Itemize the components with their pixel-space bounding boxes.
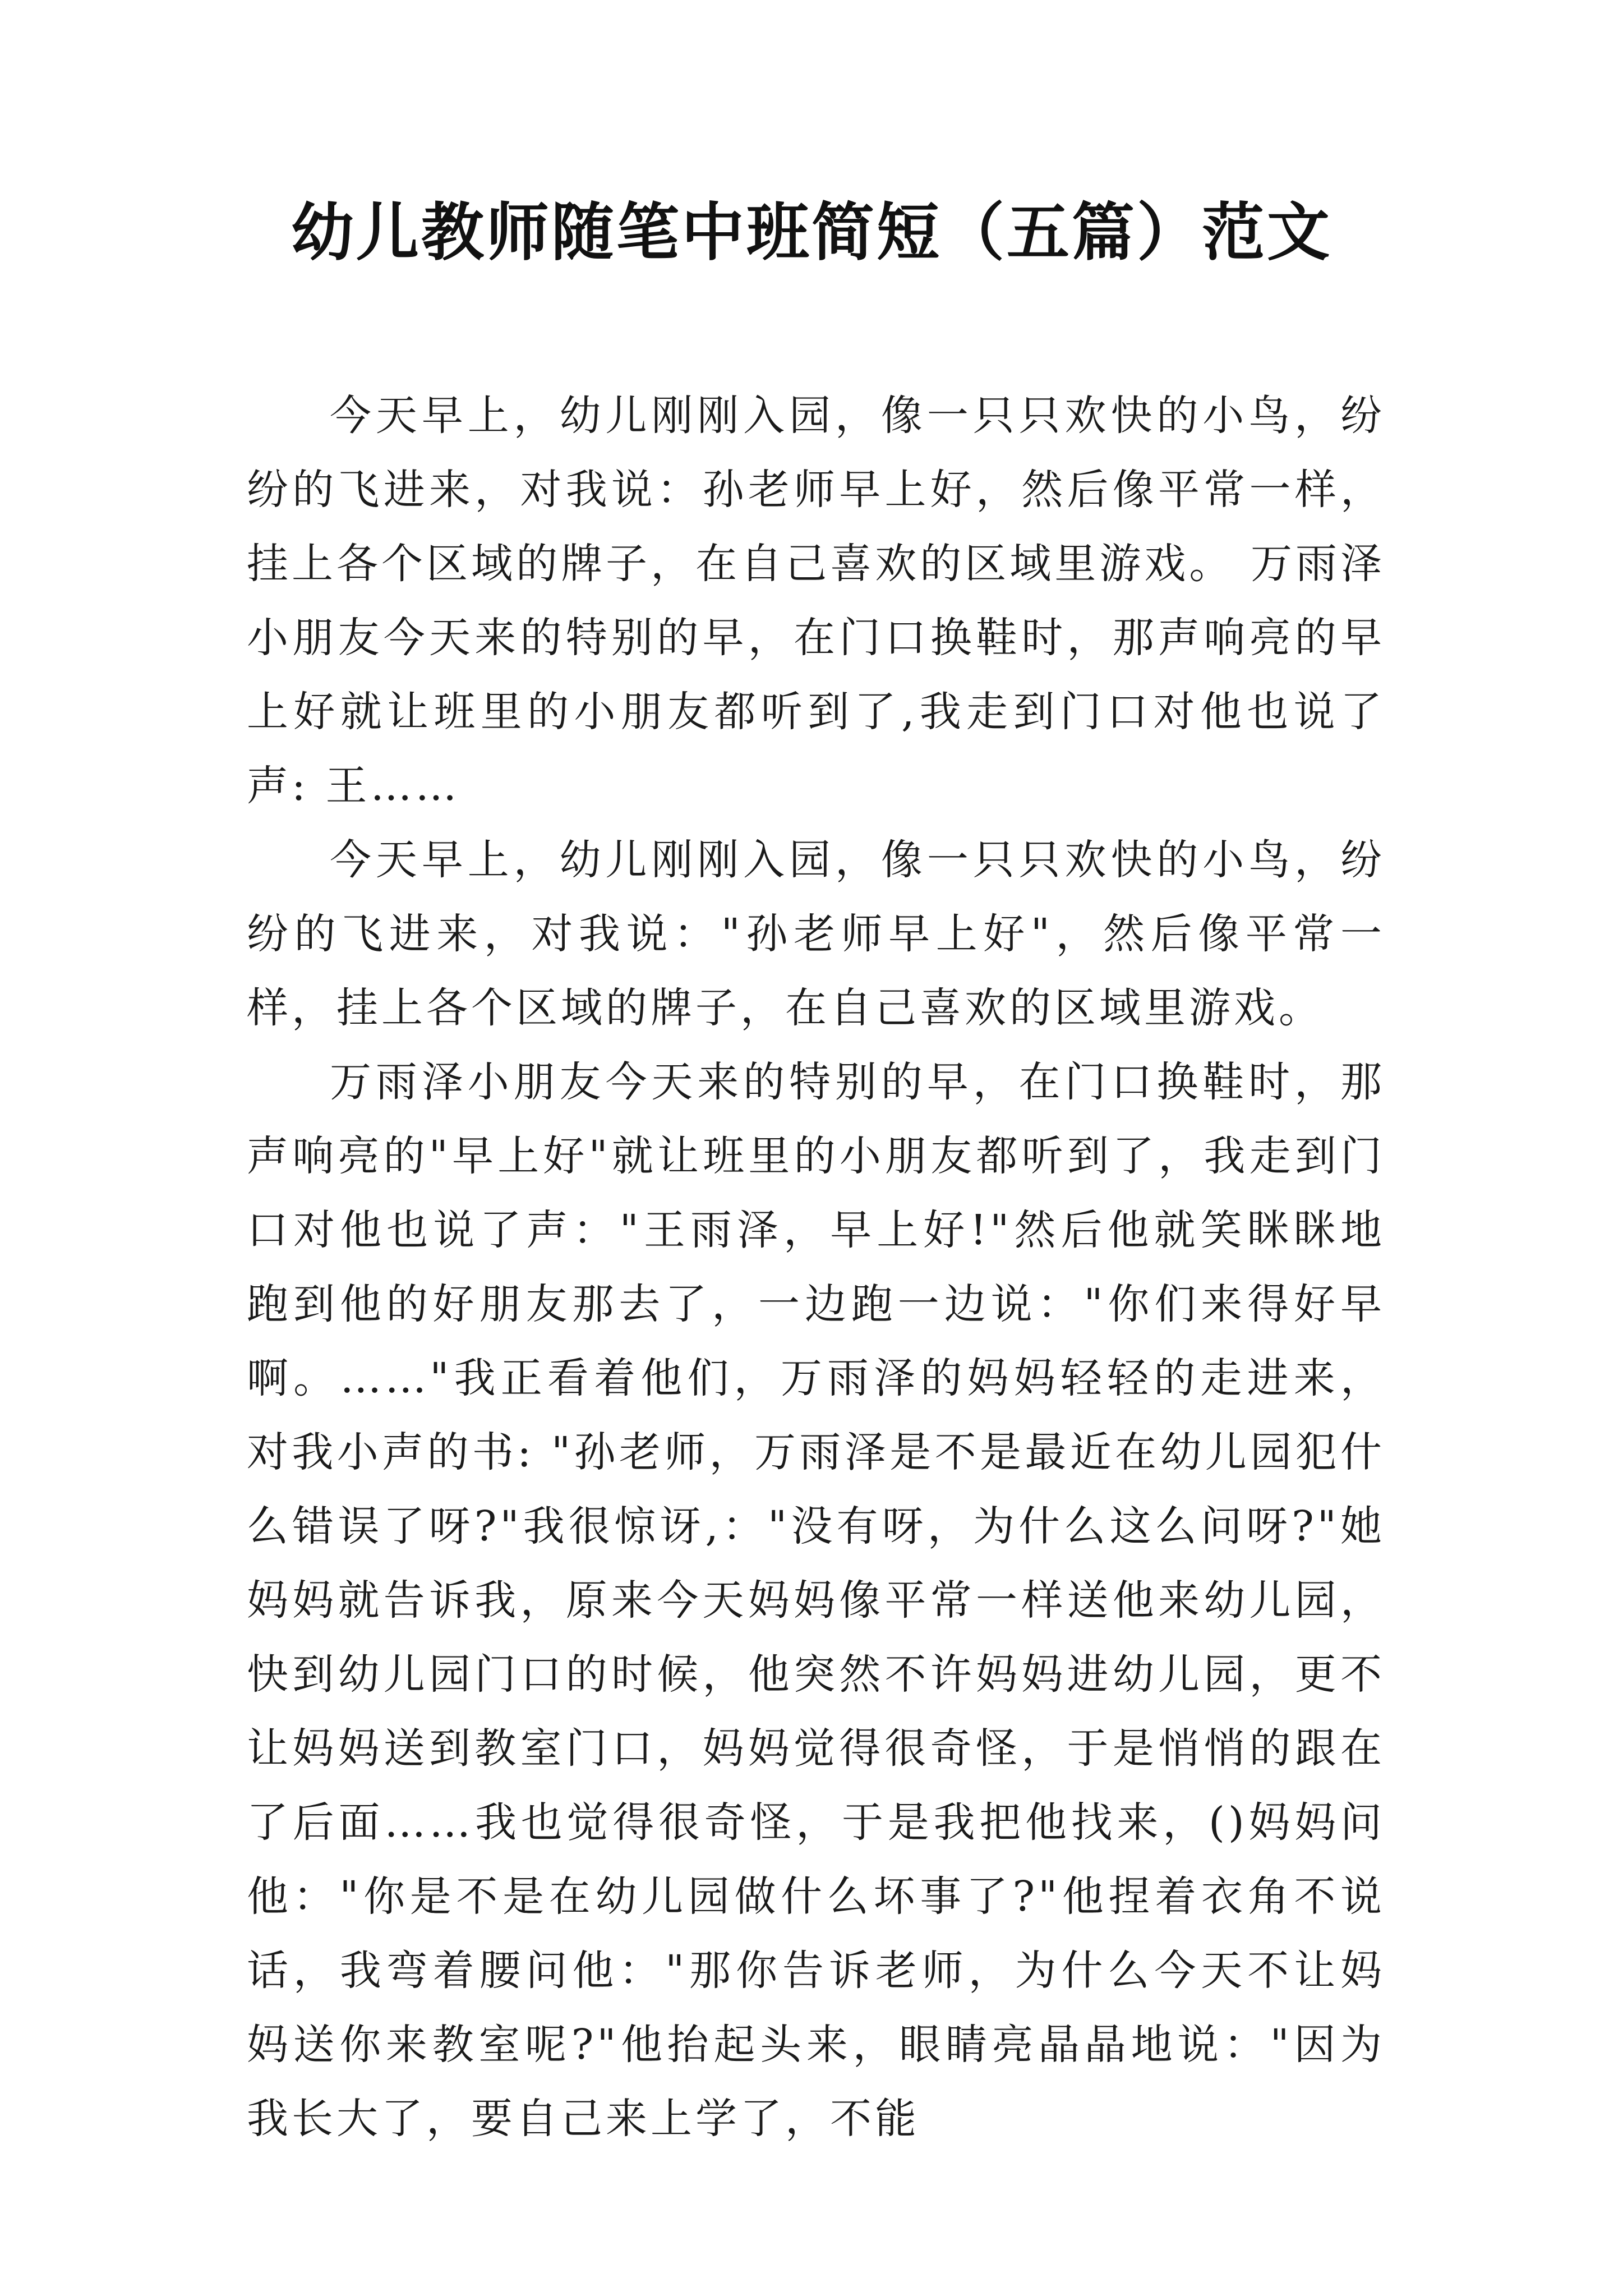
paragraph-3: 万雨泽小朋友今天来的特别的早，在门口换鞋时，那声响亮的"早上好"就让班里的小朋友都听到了，我走到门口对他也说了声："王雨泽，早上好!"然后他就笑眯眯地跑到他的好朋友那去了，一边跑一边说："你们来得好早啊。……"我正看着他们，万雨泽的妈妈轻轻的走进来，对我小声的书: "孙老师，万雨泽是不是最近在幼儿园犯什么错误了呀?"我很惊讶,："没有呀，为什么这么问呀?"她妈妈就告诉我，原来今天妈妈像平常一样送他来幼儿园，快到幼儿园门口的时候，他突然不许妈妈进幼儿园，更不让妈妈送到教室门口，妈妈觉得很奇怪，于是悄悄的跟在了后面……我也觉得很奇怪，于是我把他找来，()妈妈问他："你是不是在幼儿园做什么坏事了?"他捏着衣角不说话，我弯着腰问他："那你告诉老师，为什么今天不让妈妈送你来教室呢?"他抬起头来，眼睛亮晶晶地说："因为我长大了，要自己来上学了，不能 bbox=[247, 1058, 1385, 2143]
document-body bbox=[247, 379, 1385, 2156]
paragraph-1: 今天早上，幼儿刚刚入园，像一只只欢快的小鸟，纷纷的飞进来，对我说：孙老师早上好，然后像平常一样，挂上各个区域的牌子，在自己喜欢的区域里游戏。 万雨泽小朋友今天来的特别的早，在门口换鞋时，那声响亮的早上好就让班里的小朋友都听到了,我走到门口对他也说了声: 王…… bbox=[247, 392, 1385, 810]
document-title: 幼儿教师随笔中班简短（五篇）范文 bbox=[291, 196, 1332, 269]
paragraph-2: 今天早上，幼儿刚刚入园，像一只只欢快的小鸟，纷纷的飞进来，对我说："孙老师早上好"，然后像平常一样，挂上各个区域的牌子，在自己喜欢的区域里游戏。 bbox=[247, 836, 1385, 1032]
